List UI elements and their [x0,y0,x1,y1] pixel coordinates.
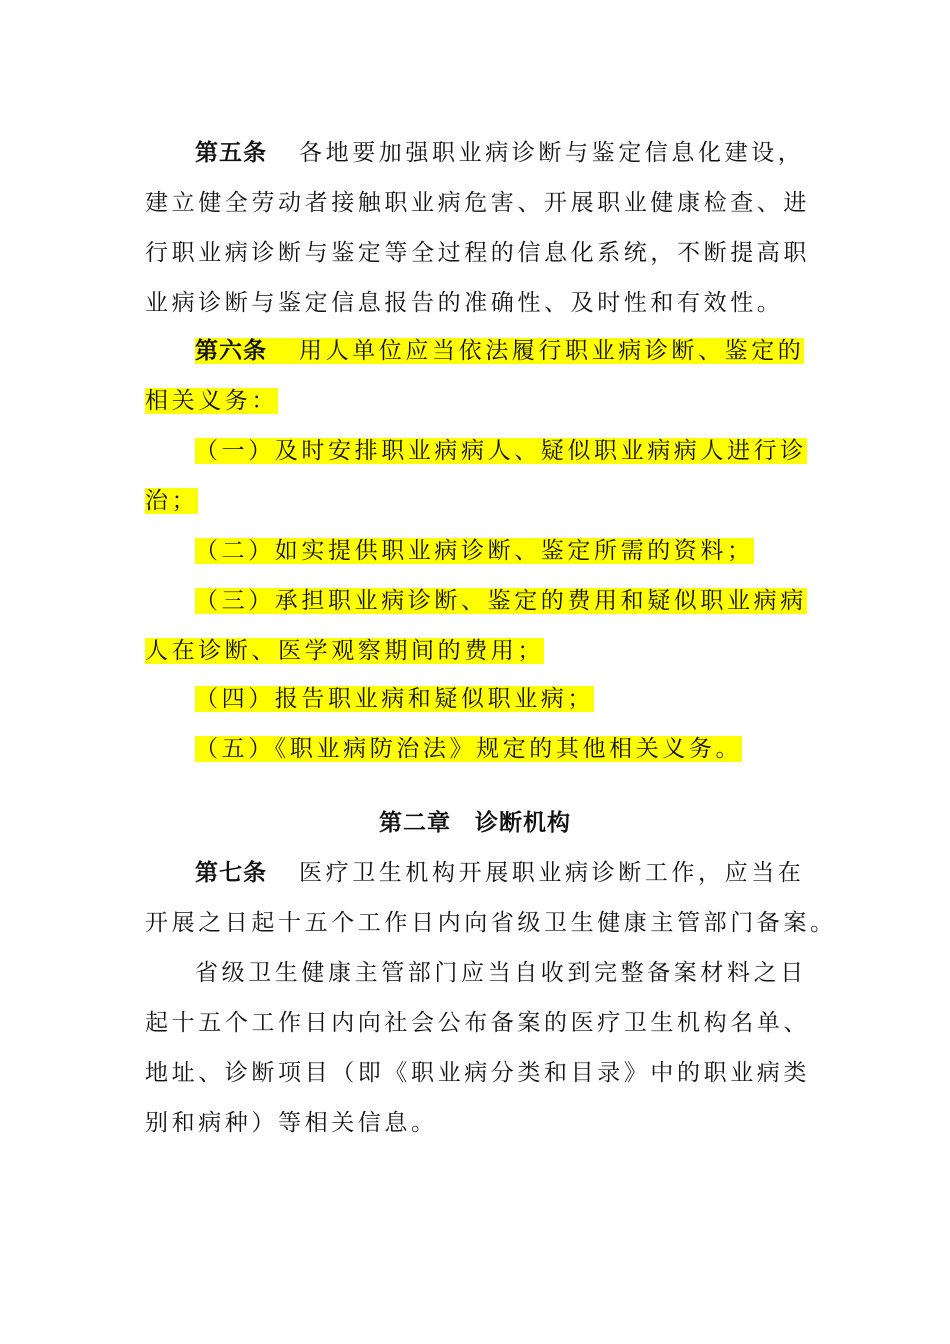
article-6-text: 用人单位应当依法履行职业病诊断、鉴定的 [299,338,805,364]
article-6-item: （五）《职业病防治法》规定的其他相关义务。 [195,736,743,762]
article-5-text: 各地要加强职业病诊断与鉴定信息化建设， [299,140,805,166]
article-6-first-line [195,326,804,376]
article-7-para2-line: 别和病种）等相关信息。 [145,1110,438,1136]
chapter-heading: 第二章 诊断机构 [379,810,571,836]
article-7-line: 开展之日起十五个工作日内向省级卫生健康主管部门备案。 [145,910,837,936]
article-7-text: 医疗卫生机构开展职业病诊断工作，应当在 [299,860,805,886]
article-7-para2-line: 省级卫生健康主管部门应当自收到完整备案材料之日 [195,960,807,986]
article-5-label: 第五条 [195,140,267,166]
article-7-para2-line: 地址、诊断项目（即《职业病分类和目录》中的职业病类 [145,1060,810,1086]
article-5-line: 建立健全劳动者接触职业病危害、开展职业健康检查、进 [145,190,810,216]
article-6-item: （四）报告职业病和疑似职业病； [195,686,594,712]
article-6-label: 第六条 [195,338,267,364]
article-5-line: 业病诊断与鉴定信息报告的准确性、及时性和有效性。 [145,290,784,316]
article-6-item: （一）及时安排职业病病人、疑似职业病病人进行诊 [195,438,807,464]
article-5-line: 行职业病诊断与鉴定等全过程的信息化系统，不断提高职 [145,240,810,266]
article-7-label: 第七条 [195,860,267,886]
article-6-item-cont: 人在诊断、医学观察期间的费用； [145,638,544,664]
article-7-para2-line: 起十五个工作日内向社会公布备案的医疗卫生机构名单、 [145,1010,810,1036]
article-5-first-line [195,128,804,178]
article-7-first-line [195,848,804,898]
article-6-item: （三）承担职业病诊断、鉴定的费用和疑似职业病病 [195,588,807,614]
article-6-item: （二）如实提供职业病诊断、鉴定所需的资料； [195,538,754,564]
article-6-item-cont: 治； [145,488,199,514]
article-6-line: 相关义务： [145,388,278,414]
